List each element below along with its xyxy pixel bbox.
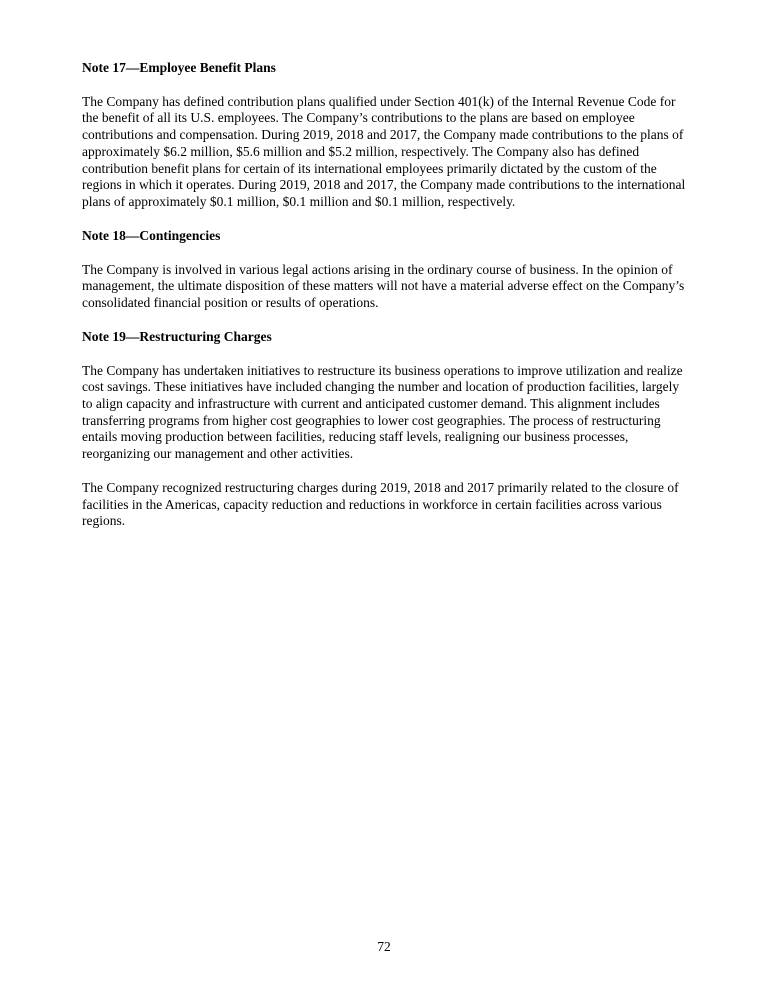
page-footer — [0, 938, 768, 956]
note-18-section — [82, 228, 686, 312]
document-content — [82, 60, 686, 547]
page-number: 72 — [377, 939, 391, 954]
note-19-paragraph-1: The Company has undertaken initiatives to restructure its business operations to improve utilization and realize cost savings. These initiatives have included changing the number and location of production facilities, largely to align capacity and infrastructure with current and anticipated customer demand. This alignment includes transferring programs from higher cost geographies to lower cost geographies. The process of restructuring entails moving production between facilities, reducing staff levels, realigning our business processes, reorganizing our management and other activities. — [82, 362, 683, 462]
note-19-paragraph-2: The Company recognized restructuring charges during 2019, 2018 and 2017 primarily related to the closure of facilities in the Americas, capacity reduction and reductions in workforce in certain facilities across various regions. — [82, 479, 679, 529]
note-17-heading: Note 17—Employee Benefit Plans — [82, 60, 276, 75]
note-18-heading: Note 18—Contingencies — [82, 227, 221, 243]
note-17-paragraph-1: The Company has defined contribution plans qualified under Section 401(k) of the Internal Revenue Code for the benefit of all its U.S. employees. The Company’s contributions to the plans are based on employee contributions and compensation. During 2019, 2018 and 2017, the Company made contributions to the plans of approximately $6.2 million, $5.6 million and $5.2 million, respectively. The Company also has defined contribution benefit plans for certain of its international employees primarily dictated by the custom of the regions in which it operates. During 2019, 2018 and 2017, the Company made contributions to the international plans of approximately $0.1 million, $0.1 million and $0.1 million, respectively. — [82, 93, 686, 210]
note-19-heading: Note 19—Restructuring Charges — [82, 328, 272, 344]
note-17-section — [82, 60, 686, 211]
note-18-paragraph-1: The Company is involved in various legal actions arising in the ordinary course of business. In the opinion of management, the ultimate disposition of these matters will not have a material adverse effect on the Company’s consolidated financial position or results of operations. — [82, 261, 685, 311]
note-19-section — [82, 329, 686, 530]
